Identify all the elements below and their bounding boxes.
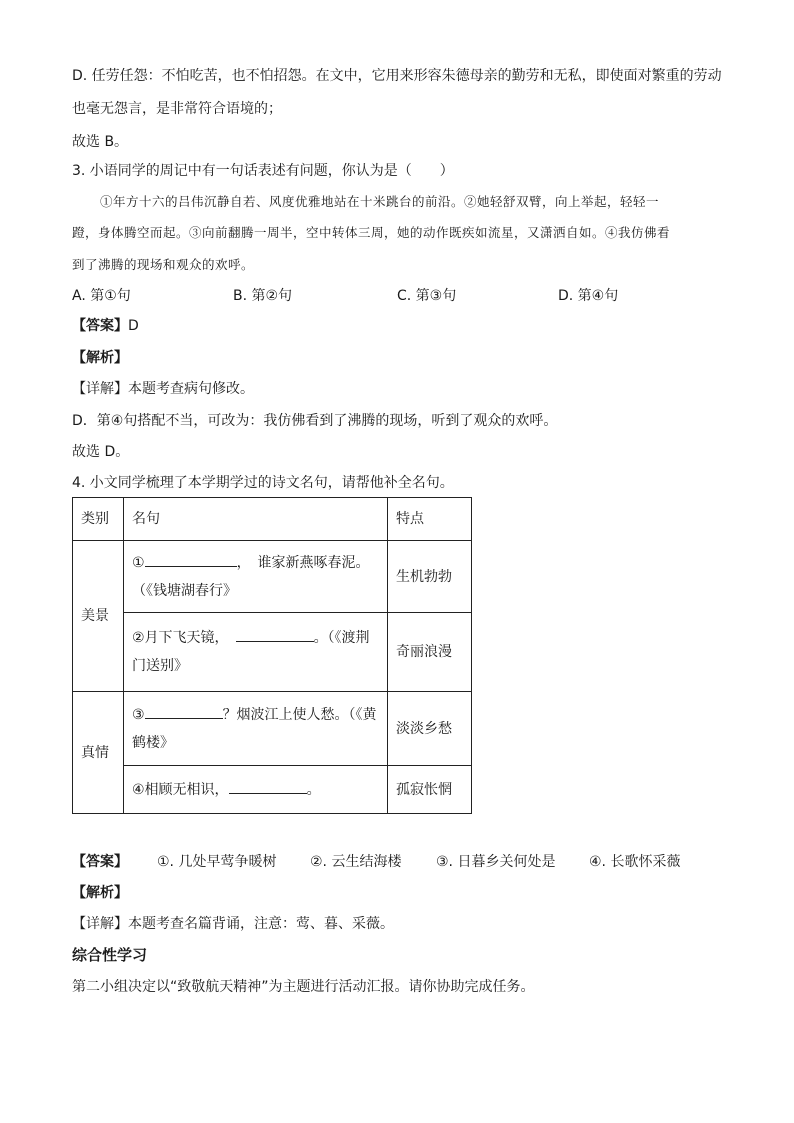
q4-answer-1: ①. 几处早莺争暖树 bbox=[157, 854, 277, 870]
q2-option-d-line2: 也毫无怨言，是非常符合语境的； bbox=[72, 101, 282, 117]
q3-answer bbox=[72, 316, 139, 336]
q3-passage-line3: 到了沸腾的现场和观众的欢呼。 bbox=[72, 257, 255, 272]
feature-4: 孤寂怅惘 bbox=[388, 766, 472, 814]
poem-line-3-source: 鹤楼》 bbox=[132, 734, 174, 751]
poem-line-2 bbox=[124, 613, 388, 692]
q3-option-c: C. 第③句 bbox=[397, 288, 457, 304]
poem-line-1-pre: ① bbox=[132, 554, 145, 571]
q3-option-d: D. 第④句 bbox=[558, 288, 619, 304]
poem-line-1-source: （《钱塘湖春行》 bbox=[132, 582, 237, 599]
poem-table bbox=[72, 497, 472, 814]
q3-passage-line1: ①年方十六的吕伟沉静自若、风度优雅地站在十米跳台的前沿。②她轻舒双臂，向上举起，轻轻一 bbox=[100, 194, 660, 209]
q4-answer-2: ②. 云生结海楼 bbox=[310, 854, 402, 870]
q4-answer-label: 【答案】 bbox=[72, 854, 128, 870]
q3-option-a: A. 第①句 bbox=[72, 288, 131, 304]
poem-line-4-post: 。 bbox=[306, 781, 321, 798]
q3-analysis-label: 【解析】 bbox=[72, 350, 128, 366]
header-category: 类别 bbox=[73, 498, 124, 541]
fill-blank-2[interactable] bbox=[236, 625, 314, 642]
q3-detail: 【详解】本题考查病句修改。 bbox=[72, 381, 254, 397]
q2-conclusion: 故选 B。 bbox=[72, 134, 129, 150]
q4-analysis-label: 【解析】 bbox=[72, 885, 128, 901]
poem-line-4 bbox=[124, 766, 388, 814]
poem-line-3-post: ？烟波江上使人愁。（《黄 bbox=[222, 706, 377, 723]
q2-option-d-line1: D. 任劳任怨：不怕吃苦，也不怕招怨。在文中，它用来形容朱德母亲的勤劳和无私，即使面对繁重的劳动 bbox=[72, 68, 722, 84]
category-emotion: 真情 bbox=[73, 692, 124, 814]
q3-answer-label: 【答案】 bbox=[72, 318, 128, 334]
fill-blank-1[interactable] bbox=[145, 550, 237, 567]
q3-option-b: B. 第②句 bbox=[233, 288, 293, 304]
feature-2: 奇丽浪漫 bbox=[388, 613, 472, 692]
q4-answer-row bbox=[72, 852, 128, 872]
q4-answer-3: ③. 日暮乡关何处是 bbox=[436, 854, 556, 870]
q3-passage-line2: 蹬，身体腾空而起。③向前翻腾一周半，空中转体三周，她的动作既疾如流星，又潇洒自如。④我仿佛看 bbox=[72, 225, 671, 240]
feature-1: 生机勃勃 bbox=[388, 541, 472, 613]
poem-line-2-source: 门送别》 bbox=[132, 658, 188, 674]
q4-stem: 4. 小文同学梳理了本学期学过的诗文名句，请帮他补全名句。 bbox=[72, 475, 454, 491]
q4-detail: 【详解】本题考查名篇背诵，注意：莺、暮、采薇。 bbox=[72, 916, 394, 932]
poem-line-1 bbox=[124, 541, 388, 613]
poem-line-4-pre: ④相顾无相识， bbox=[132, 781, 229, 798]
section-title: 综合性学习 bbox=[72, 946, 148, 964]
header-feature: 特点 bbox=[388, 498, 472, 541]
poem-line-2-post: 。（《渡荆 bbox=[313, 630, 370, 646]
q3-conclusion: 故选 D。 bbox=[72, 444, 130, 460]
q3-answer-value: D bbox=[128, 318, 139, 334]
q3-explanation: D．第④句搭配不当，可改为：我仿佛看到了沸腾的现场，听到了观众的欢呼。 bbox=[72, 413, 558, 429]
q3-stem: 3. 小语同学的周记中有一句话表述有问题，你认为是（ ） bbox=[72, 163, 454, 179]
feature-3: 淡淡乡愁 bbox=[388, 692, 472, 766]
poem-line-2-pre: ②月下飞天镜， bbox=[132, 630, 236, 646]
q4-answer-4: ④. 长歌怀采薇 bbox=[589, 854, 681, 870]
fill-blank-4[interactable] bbox=[229, 777, 307, 794]
category-scenery: 美景 bbox=[73, 541, 124, 692]
section-intro: 第二小组决定以“致敬航天精神”为主题进行活动汇报。请你协助完成任务。 bbox=[72, 979, 535, 995]
poem-line-3-pre: ③ bbox=[132, 706, 145, 723]
fill-blank-3[interactable] bbox=[145, 702, 223, 719]
poem-line-3 bbox=[124, 692, 388, 766]
poem-line-1-post: ， 谁家新燕啄春泥。 bbox=[236, 554, 370, 571]
header-line: 名句 bbox=[124, 498, 388, 541]
